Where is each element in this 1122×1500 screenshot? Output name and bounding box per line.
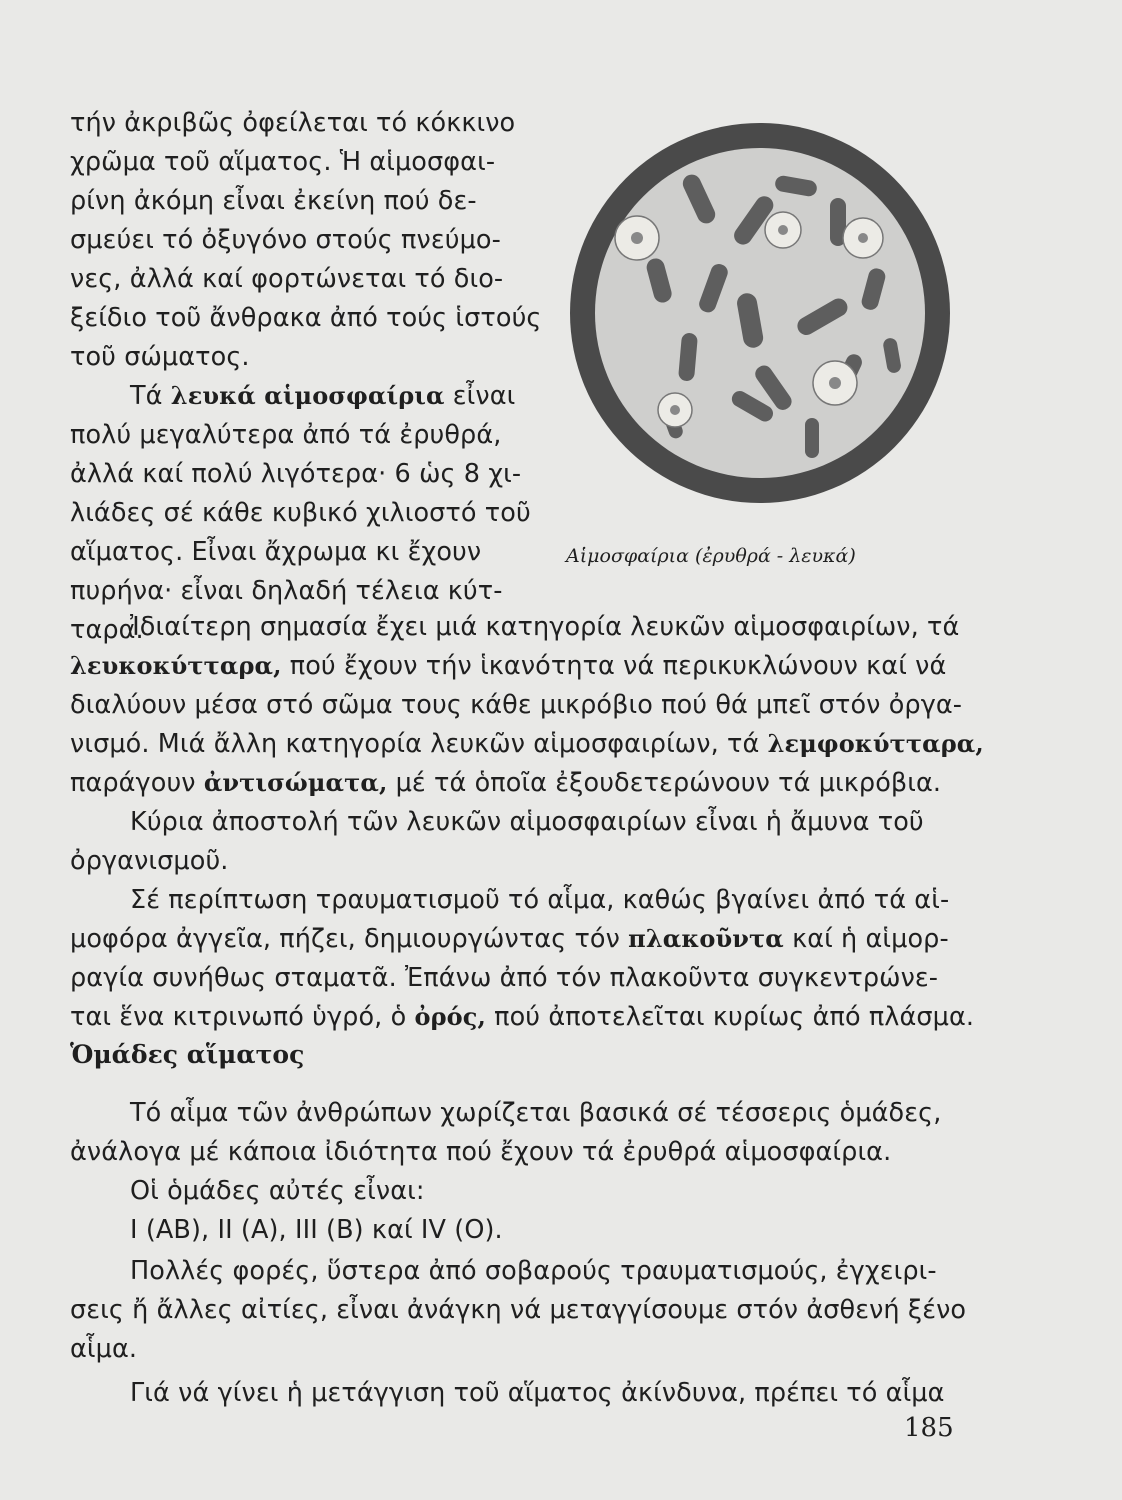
text-span: καί ἡ αἱμορ- (783, 924, 949, 954)
paragraph-line (130, 381, 515, 413)
text-line: αἷμα. (70, 1334, 138, 1364)
text-line: πολύ μεγαλύτερα ἀπό τά ἐρυθρά, (70, 420, 502, 450)
text-span: πού ἀποτελεῖται κυρίως ἀπό πλάσμα. (485, 1002, 975, 1032)
text-span: Τά (130, 381, 171, 411)
page-number: 185 (904, 1413, 954, 1443)
text-line: τοῦ σώματος. (70, 342, 250, 372)
bold-term: λευκοκύτταρα, (70, 651, 282, 680)
text-line: Σέ περίπτωση τραυματισμοῦ τό αἷμα, καθώς βγαίνει ἀπό τά αἱ- (130, 885, 950, 915)
paragraph-line (70, 1002, 974, 1034)
text-span: νισμό. Μιά ἄλλη κατηγορία λευκῶν αἱμοσφαιρίων, τά (70, 729, 768, 759)
text-span: πού ἔχουν τήν ἱκανότητα νά περικυκλώνουν καί νά (281, 651, 947, 681)
text-line: σεις ἤ ἄλλες αἰτίες, εἶναι ἀνάγκη νά μεταγγίσουμε στόν ἀσθενή ξένο (70, 1295, 967, 1325)
figure-caption: Αἱμοσφαίρια (ἐρυθρά - λευκά) (566, 545, 856, 567)
text-line: χρῶμα τοῦ αἵματος. Ἡ αἱμοσφαι- (70, 147, 496, 177)
section-heading: Ὁμάδες αἵματος (70, 1040, 305, 1069)
text-line: λιάδες σέ κάθε κυβικό χιλιοστό τοῦ (70, 498, 531, 528)
text-line: τήν ἀκριβῶς ὀφείλεται τό κόκκινο (70, 108, 516, 138)
paragraph-line (70, 651, 946, 683)
text-line: ραγία συνήθως σταματᾶ. Ἐπάνω ἀπό τόν πλακοῦντα συγκεντρώνε- (70, 963, 939, 993)
text-line: Ἰδιαίτερη σημασία ἔχει μιά κατηγορία λευκῶν αἱμοσφαιρίων, τά (130, 612, 960, 642)
text-span: παράγουν (70, 768, 204, 798)
blood-groups-line: I (AB), II (A), III (B) καί IV (O). (130, 1215, 503, 1245)
text-line: ὀργανισμοῦ. (70, 846, 229, 876)
text-line: Γιά νά γίνει ἡ μετάγγιση τοῦ αἵματος ἀκίνδυνα, πρέπει τό αἷμα (130, 1378, 945, 1408)
paragraph-line (70, 729, 984, 761)
text-line: ἀνάλογα μέ κάποια ἰδιότητα πού ἔχουν τά ἐρυθρά αἱμοσφαίρια. (70, 1137, 892, 1167)
paragraph-line (70, 924, 949, 956)
bold-term: λευκά αἱμοσφαίρια (170, 381, 445, 410)
text-line: Κύρια ἀποστολή τῶν λευκῶν αἱμοσφαιρίων εἶναι ἡ ἄμυνα τοῦ (130, 807, 924, 837)
text-line: Οἱ ὁμάδες αὐτές εἶναι: (130, 1176, 425, 1206)
text-line: Τό αἷμα τῶν ἀνθρώπων χωρίζεται βασικά σέ τέσσερις ὁμάδες, (130, 1098, 942, 1128)
text-line: ἀλλά καί πολύ λιγότερα· 6 ὡς 8 χι- (70, 459, 522, 489)
text-span: μέ τά ὁποῖα ἐξουδετερώνουν τά μικρόβια. (387, 768, 942, 798)
paragraph-line (70, 768, 941, 800)
text-line: ξείδιο τοῦ ἄνθρακα ἀπό τούς ἱστούς (70, 303, 542, 333)
blood-cells-illustration (565, 118, 955, 508)
text-line: πυρήνα· εἶναι δηλαδή τέλεια κύτ- (70, 576, 503, 606)
bold-term: ἀντισώματα, (203, 768, 388, 797)
text-line: αἵματος. Εἶναι ἄχρωμα κι ἔχουν (70, 537, 482, 567)
text-span: ται ἕνα κιτρινωπό ὑγρό, ὁ (70, 1002, 415, 1032)
text-span: μοφόρα ἀγγεῖα, πήζει, δημιουργώντας τόν (70, 924, 629, 954)
bold-term: πλακοῦντα (628, 924, 784, 953)
text-line: νες, ἀλλά καί φορτώνεται τό διο- (70, 264, 504, 294)
text-line: ταρα. (70, 615, 144, 645)
text-line: διαλύουν μέσα στό σῶμα τους κάθε μικρόβιο πού θά μπεῖ στόν ὀργα- (70, 690, 963, 720)
text-span: εἶναι (444, 381, 516, 411)
text-line: σμεύει τό ὀξυγόνο στούς πνεύμο- (70, 225, 501, 255)
text-line: ρίνη ἀκόμη εἶναι ἐκείνη πού δε- (70, 186, 477, 216)
bold-term: λεμφοκύτταρα, (767, 729, 984, 758)
text-line: Πολλές φορές, ὕστερα ἀπό σοβαρούς τραυματισμούς, ἐγχειρι- (130, 1256, 937, 1286)
bold-term: ὀρός, (414, 1002, 486, 1031)
